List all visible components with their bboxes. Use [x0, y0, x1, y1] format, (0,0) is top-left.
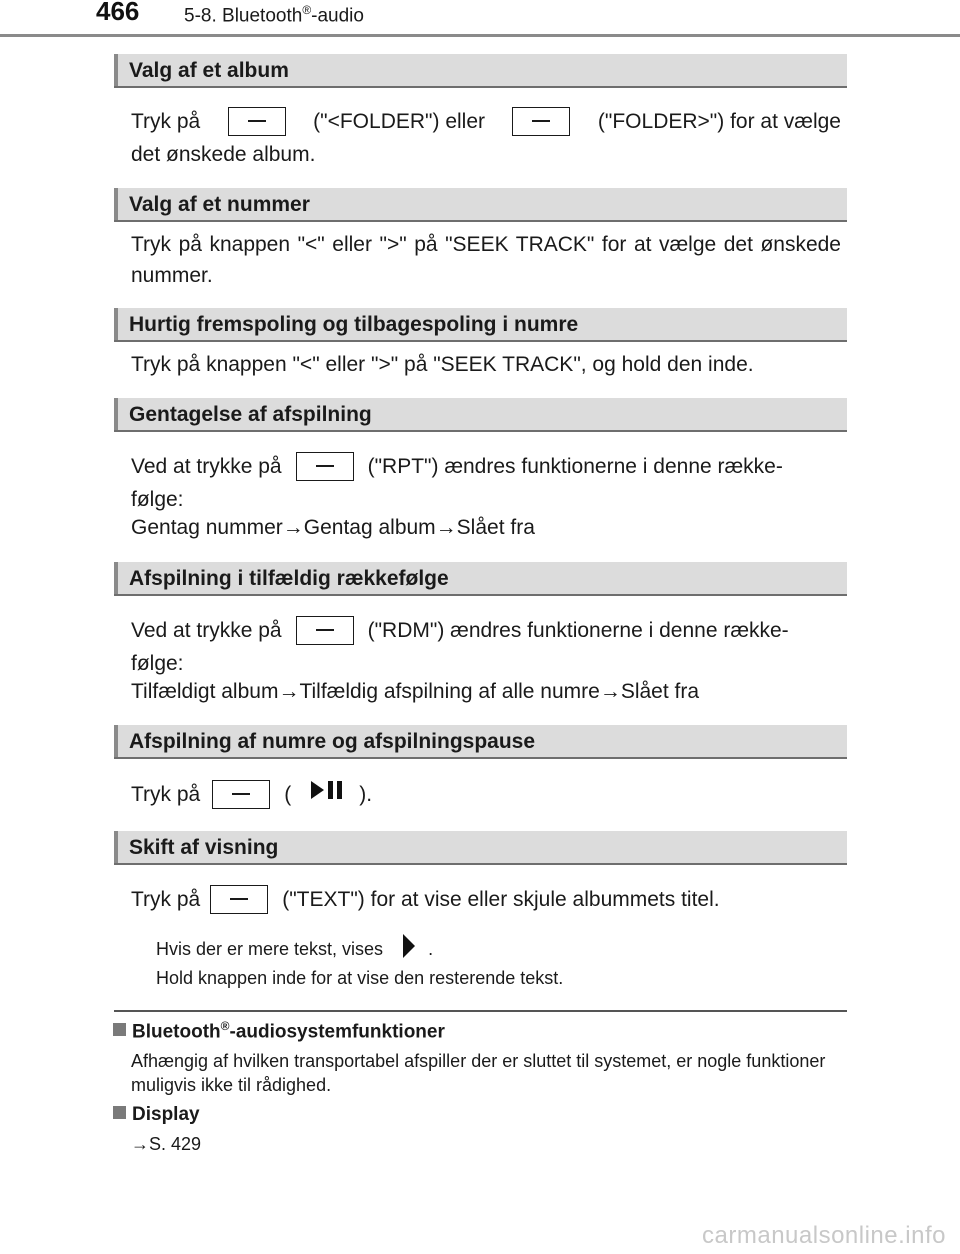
- section-title: Valg af et album: [129, 59, 289, 82]
- hold-button-note: Hold knappen inde for at vise den resterende tekst.: [156, 968, 564, 988]
- bullet-text-bluetooth: Afhængig af hvilken transportabel afspiller der er sluttet til systemet, er nogle funktioner muligvis ikke til rådighed.: [131, 1051, 826, 1095]
- folder-down-button-icon: [228, 107, 286, 136]
- section-header-fast-forward: [114, 308, 847, 342]
- random-instruction-line1: Ved at trykke på ("RDM") ændres funktionerne i denne række-: [131, 615, 841, 646]
- text-instruction: Tryk på ("TEXT") for at vise eller skjule albummets titel.: [131, 884, 841, 915]
- more-text-arrow-icon: [402, 933, 416, 964]
- section-title: Hurtig fremspoling og tilbagespoling i numre: [129, 313, 579, 336]
- section-header-track: [114, 188, 847, 222]
- arrow-icon: →: [435, 516, 457, 539]
- section-header-display: [114, 831, 847, 865]
- bullet-text-display: →S. 429: [131, 1134, 202, 1154]
- arrow-icon: →: [278, 680, 300, 703]
- arrow-icon: →: [282, 516, 304, 539]
- square-bullet-icon: [113, 1106, 126, 1119]
- random-sequence: Tilfældigt album→Tilfældig afspilning af alle numre→Slået fra: [131, 680, 700, 703]
- square-bullet-icon: [113, 1023, 126, 1036]
- section-title: Valg af et nummer: [129, 193, 310, 216]
- text-button-icon: [210, 885, 268, 914]
- repeat-instruction-line2: følge:: [131, 488, 184, 511]
- section-header-repeat: [114, 398, 847, 432]
- more-text-note: Hvis der er mere tekst, vises .: [156, 933, 433, 964]
- play-pause-button-icon: [212, 780, 270, 809]
- play-pause-instruction: Tryk på ( ).: [131, 778, 841, 811]
- track-instruction: Tryk på knappen "<" eller ">" på "SEEK TRACK" for at vælge det ønskede nummer.: [131, 233, 841, 287]
- section-title: Afspilning af numre og afspilningspause: [129, 730, 536, 753]
- rdm-button-icon: [296, 616, 354, 645]
- arrow-icon: →: [599, 680, 621, 703]
- repeat-instruction-line1: Ved at trykke på ("RPT") ændres funktionerne i denne række-: [131, 451, 841, 482]
- section-title: Gentagelse af afspilning: [129, 403, 372, 426]
- album-instruction-line1: Tryk på ("<FOLDER") eller ("FOLDER>") for at vælge: [131, 106, 841, 137]
- folder-up-button-icon: [512, 107, 570, 136]
- header-rule: [0, 34, 960, 37]
- play-pause-icon: [309, 778, 345, 811]
- fast-forward-instruction: Tryk på knappen "<" eller ">" på "SEEK TRACK", og hold den inde.: [131, 353, 754, 376]
- section-header-album: [114, 54, 847, 88]
- rpt-button-icon: [296, 452, 354, 481]
- random-instruction-line2: følge:: [131, 652, 184, 675]
- section-header-random: [114, 562, 847, 596]
- chapter-title: 5-8. Bluetooth®-audio: [184, 3, 364, 27]
- watermark: carmanualsonline.info: [702, 1222, 946, 1249]
- bullet-title-bluetooth: Bluetooth®-audiosystemfunktioner: [113, 1019, 445, 1043]
- bullet-title-display: Display: [113, 1104, 200, 1126]
- section-title: Afspilning i tilfældig rækkefølge: [129, 567, 449, 590]
- repeat-sequence: Gentag nummer→Gentag album→Slået fra: [131, 516, 535, 539]
- section-title: Skift af visning: [129, 836, 279, 859]
- section-divider: [114, 1010, 847, 1012]
- section-header-play-pause: [114, 725, 847, 759]
- page-number: 466: [96, 0, 140, 26]
- arrow-icon: →: [131, 1134, 149, 1154]
- album-instruction-line2: det ønskede album.: [131, 143, 316, 166]
